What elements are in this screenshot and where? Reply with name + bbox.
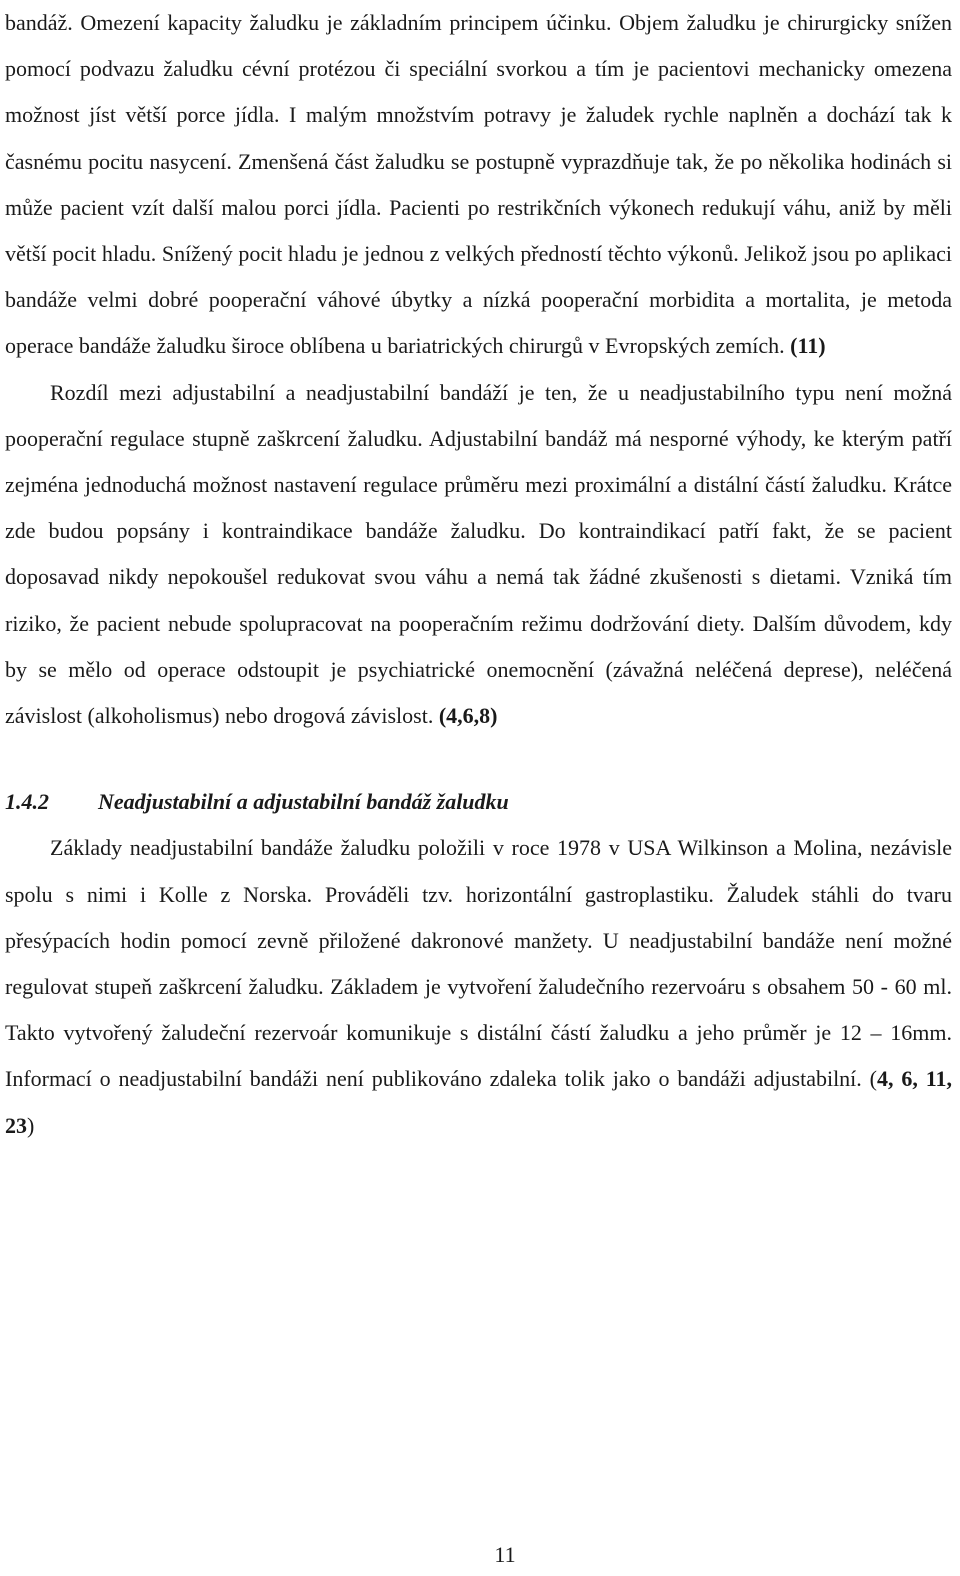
section-title: Neadjustabilní a adjustabilní bandáž žaludku <box>98 789 509 815</box>
document-page <box>5 0 952 1149</box>
citation: (11) <box>790 333 826 359</box>
paragraph-gastric-band-restriction <box>5 0 952 370</box>
section-spacer <box>5 739 952 779</box>
section-heading <box>5 779 952 825</box>
citation-references: 4, 6, 11, 23 <box>5 1066 952 1138</box>
paragraph-adjustable-vs-nonadjustable <box>5 370 952 740</box>
citation: (4,6,8) <box>438 703 498 729</box>
paragraph-text: Rozdíl mezi adjustabilní a neadjustabilní bandáží je ten, že u neadjustabilního typu není možná pooperační regulace stupně zaškrcení žaludku. Adjustabilní bandáž má nesporné výhody, ke kterým patří zejména jednoduchá možnost nastavení regulace průměru mezi proximální a distální částí žaludku. Krátce zde budou popsány i kontraindikace bandáže žaludku. Do kontraindikací patří fakt, že se pacient doposavad nikdy nepokoušel redukovat svou váhu a nemá tak žádné zkušenosti s dietami. Vzniká tím riziko, že pacient nebude spolupracovat na pooperačním režimu dodržování diety. Dalším důvodem, kdy by se mělo od operace odstoupit je psychiatrické onemocnění (závažná neléčená deprese), neléčená závislost (alkoholismus) nebo drogová závislost. <box>5 379 952 729</box>
page-number: 11 <box>494 1542 516 1567</box>
paragraph-text: bandáž. Omezení kapacity žaludku je základním principem účinku. Objem žaludku je chirurgicky snížen pomocí podvazu žaludku cévní protézou či speciální svorkou a tím je pacientovi mechanicky omezena možnost jíst větší porce jídla. I malým množstvím potravy je žaludek rychle naplněn a dochází tak k časnému pocitu nasycení. Zmenšená část žaludku se postupně vyprazdňuje tak, že po několika hodinách si může pacient vzít další malou porci jídla. Pacienti po restrikčních výkonech redukují váhu, aniž by měli větší pocit hladu. Snížený pocit hladu je jednou z velkých předností těchto výkonů. Jelikož jsou po aplikaci bandáže velmi dobré pooperační váhové úbytky a nízká pooperační morbidita a mortalita, je metoda operace bandáže žaludku široce oblíbena u bariatrických chirurgů v Evropských zemích. <box>5 10 952 359</box>
citation-open-paren: ( <box>869 1066 877 1092</box>
citation-close-paren: ) <box>27 1112 35 1138</box>
paragraph-nonadjustable-history <box>5 825 952 1148</box>
paragraph-text: Základy neadjustabilní bandáže žaludku položili v roce 1978 v USA Wilkinson a Molina, nezávisle spolu s nimi i Kolle z Norska. Prováděli tzv. horizontální gastroplastiku. Žaludek stáhli do tvaru přesýpacích hodin pomocí zevně přiložené dakronové manžety. U neadjustabilní bandáže není možné regulovat stupeň zaškrcení žaludku. Základem je vytvoření žaludečního rezervoáru s obsahem 50 - 60 ml. Takto vytvořený žaludeční rezervoár komunikuje s distální částí žaludku a jeho průměr je 12 – 16mm. Informací o neadjustabilní bandáži není publikováno zdaleka tolik jako o bandáži adjustabilní. <box>5 835 952 1092</box>
section-number: 1.4.2 <box>5 789 49 815</box>
